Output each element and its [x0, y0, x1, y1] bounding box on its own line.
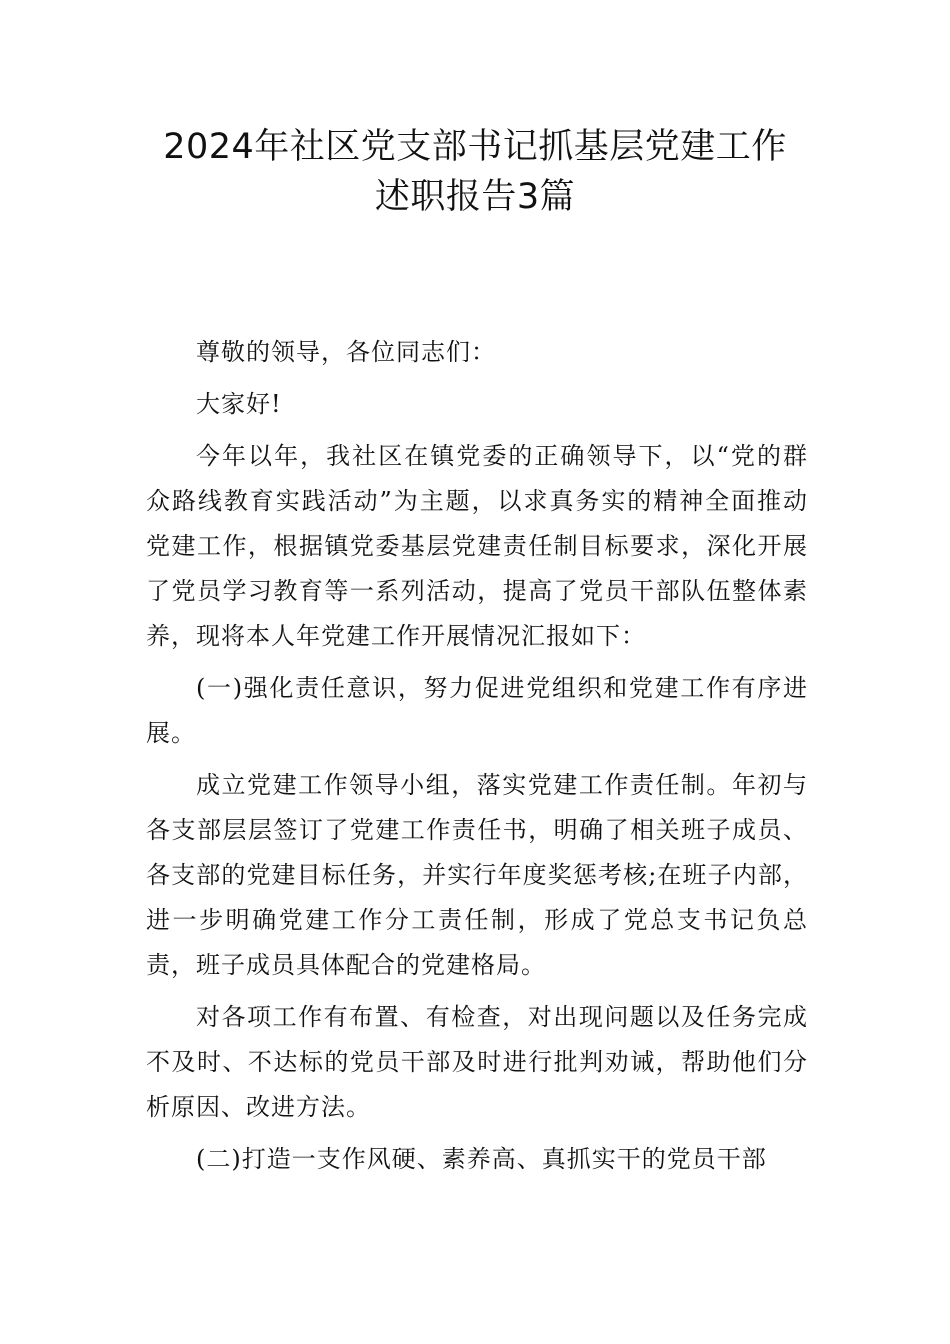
greeting: 大家好!: [196, 390, 282, 418]
document-body: [146, 330, 808, 1189]
body-paragraph: 成立党建工作领导小组，落实党建工作责任制。年初与各支部层层签订了党建工作责任书，明确了相关班子成员、各支部的党建目标任务，并实行年度奖惩考核;在班子内部，进一步明确党建工作分工责任制，形成了党总支书记负总责，班子成员具体配合的党建格局。: [146, 771, 808, 979]
title-line-2: 述职报告3篇: [374, 177, 576, 217]
document-title: [120, 122, 830, 222]
body-paragraph: 对各项工作有布置、有检查，对出现问题以及任务完成不及时、不达标的党员干部及时进行批判劝诫，帮助他们分析原因、改进方法。: [146, 1003, 808, 1121]
section-heading-2: (二)打造一支作风硬、素养高、真抓实干的党员干部: [196, 1145, 767, 1173]
section-heading-1: (一)强化责任意识，努力促进党组织和党建工作有序进展。: [146, 674, 808, 747]
salutation: 尊敬的领导，各位同志们：: [196, 338, 496, 366]
intro-paragraph: 今年以年，我社区在镇党委的正确领导下，以“党的群众路线教育实践活动”为主题，以求真务实的精神全面推动党建工作，根据镇党委基层党建责任制目标要求，深化开展了党员学习教育等一系列活动，提高了党员干部队伍整体素养，现将本人年党建工作开展情况汇报如下：: [146, 442, 808, 650]
title-line-1: 2024年社区党支部书记抓基层党建工作: [163, 127, 787, 167]
